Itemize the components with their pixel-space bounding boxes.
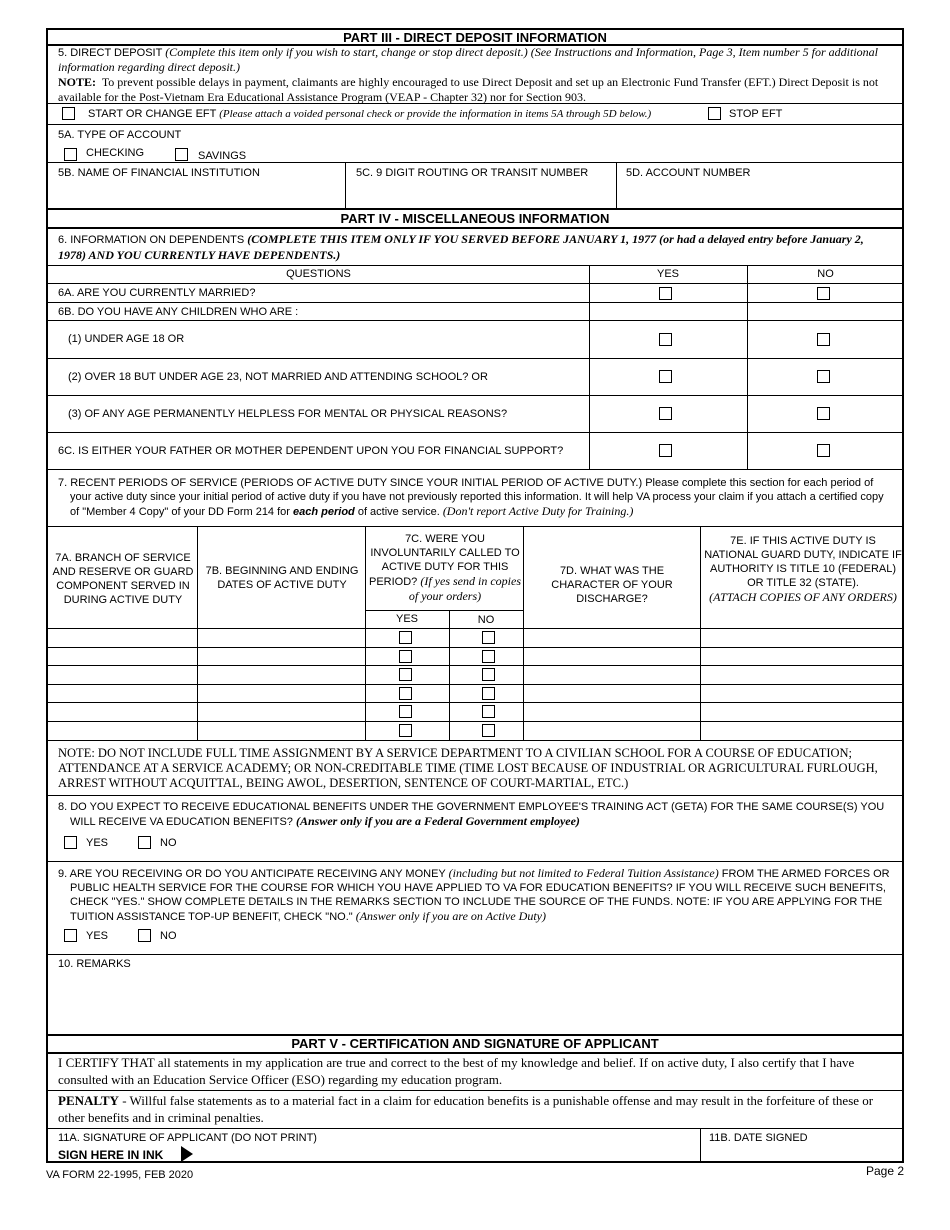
q6c-label: 6C. IS EITHER YOUR FATHER OR MOTHER DEPENDENT UPON YOU FOR FINANCIAL SUPPORT? bbox=[58, 445, 564, 457]
item8-text: 8. DO YOU EXPECT TO RECEIVE EDUCATIONAL BENEFITS UNDER THE GOVERNMENT EMPLOYEE'S TRAINING ACT (GETA) FOR THE SAME COURSE(S) YOU WILL RECEIVE VA EDUCATION BENEFITS? (Answer only if you are a Federal Government employee) bbox=[58, 801, 885, 828]
no-header: NO bbox=[817, 268, 834, 280]
row2-7c-no-checkbox[interactable] bbox=[482, 650, 495, 663]
q6b3-no-checkbox[interactable] bbox=[817, 407, 830, 420]
part5-title: PART V - CERTIFICATION AND SIGNATURE OF APPLICANT bbox=[291, 1036, 659, 1051]
start-eft-checkbox[interactable] bbox=[62, 107, 75, 120]
q6b3-yes-checkbox[interactable] bbox=[659, 407, 672, 420]
arrow-right-icon bbox=[181, 1146, 193, 1162]
col7d-header: 7D. WHAT WAS THE CHARACTER OF YOUR DISCHARGE? bbox=[551, 565, 673, 605]
row4-7c-yes-checkbox[interactable] bbox=[399, 687, 412, 700]
item7-note: NOTE: DO NOT INCLUDE FULL TIME ASSIGNMENT BY A SERVICE DEPARTMENT TO A CIVILIAN SCHOOL FOR A COURSE OF EDUCATION; ATTENDANCE AT A SERVICE ACADEMY; OR NON-CREDITABLE TIME (TIME LOST BECAUSE OF INDUSTRIAL OR AGRICULTURAL FURLOUGH, ARREST WITHOUT ACQUITTAL, BEING AWOL, DESERTION, SENTENCE OF COURT-MARTIAL, ETC.) bbox=[58, 746, 878, 790]
col7c-no-header: NO bbox=[477, 614, 495, 626]
row6-7c-yes-checkbox[interactable] bbox=[399, 724, 412, 737]
item8-yes-checkbox[interactable] bbox=[64, 836, 77, 849]
date-signed-label: 11B. DATE SIGNED bbox=[709, 1132, 808, 1144]
item8-no-label: NO bbox=[160, 837, 177, 849]
date-signed-field[interactable] bbox=[708, 1145, 898, 1161]
col7a-header: 7A. BRANCH OF SERVICE AND RESERVE OR GUARD COMPONENT SERVED IN DURING ACTIVE DUTY bbox=[52, 552, 194, 606]
savings-checkbox[interactable] bbox=[175, 148, 188, 161]
q6b2-no-checkbox[interactable] bbox=[817, 370, 830, 383]
item9-no-label: NO bbox=[160, 930, 177, 942]
row4-7c-no-checkbox[interactable] bbox=[482, 687, 495, 700]
row1-7c-no-checkbox[interactable] bbox=[482, 631, 495, 644]
item9-no-checkbox[interactable] bbox=[138, 929, 151, 942]
routing-label: 5C. 9 DIGIT ROUTING OR TRANSIT NUMBER bbox=[356, 167, 589, 179]
q6c-no-checkbox[interactable] bbox=[817, 444, 830, 457]
remarks-label: 10. REMARKS bbox=[58, 958, 131, 970]
item5-text: 5. DIRECT DEPOSIT (Complete this item only if you wish to start, change or stop direct deposit.) (See Instructions and Information, Page 3, Item number 5 for additional information regarding direct deposit.) NOTE: To prevent possible delays in payment, claimants are highly encouraged to use Direct Deposit and set up an Electronic Fund Transfer (EFT.) Direct Deposit is not available for the Post-Vietnam Era Educational Assistance Program (VEAP - Chapter 32) nor for Section 903. bbox=[58, 45, 879, 104]
row1-7c-yes-checkbox[interactable] bbox=[399, 631, 412, 644]
col7e-header: 7E. IF THIS ACTIVE DUTY IS NATIONAL GUARD DUTY, INDICATE IF AUTHORITY IS TITLE 10 (FEDERAL) OR TITLE 32 (STATE). (ATTACH COPIES OF ANY ORDERS) bbox=[704, 535, 902, 604]
q6c-yes-checkbox[interactable] bbox=[659, 444, 672, 457]
savings-label: SAVINGS bbox=[198, 150, 247, 162]
item7-text: 7. RECENT PERIODS OF SERVICE (PERIODS OF ACTIVE DUTY SINCE YOUR INITIAL PERIOD OF ACTIVE DUTY.) Please complete this section for each period of your active duty since your initial period of active duty if you have not previously reported this information. It will help VA process your claim if you attach a certified copy of "Member 4 Copy" of your DD Form 214 for each period of active service. (Don't report Active Duty for Training.) bbox=[58, 477, 884, 518]
q6a-label: 6A. ARE YOU CURRENTLY MARRIED? bbox=[58, 287, 256, 299]
col7c-yes-header: YES bbox=[395, 613, 418, 625]
q6a-no-checkbox[interactable] bbox=[817, 287, 830, 300]
type-of-account-label: 5A. TYPE OF ACCOUNT bbox=[58, 129, 182, 141]
checking-label: CHECKING bbox=[86, 147, 145, 159]
q6a-yes-checkbox[interactable] bbox=[659, 287, 672, 300]
item8-yes-label: YES bbox=[86, 837, 109, 849]
part4-title: PART IV - MISCELLANEOUS INFORMATION bbox=[340, 211, 610, 226]
part3-title: PART III - DIRECT DEPOSIT INFORMATION bbox=[343, 30, 607, 45]
va-form-page-2 bbox=[46, 28, 904, 1163]
row5-7c-yes-checkbox[interactable] bbox=[399, 705, 412, 718]
questions-header: QUESTIONS bbox=[286, 268, 351, 280]
row6-7c-no-checkbox[interactable] bbox=[482, 724, 495, 737]
sign-here-label: SIGN HERE IN INK bbox=[58, 1148, 164, 1162]
signature-field[interactable] bbox=[208, 1144, 688, 1162]
signature-label: 11A. SIGNATURE OF APPLICANT (DO NOT PRINT) bbox=[58, 1132, 317, 1144]
account-label: 5D. ACCOUNT NUMBER bbox=[626, 167, 751, 179]
q6b1-yes-checkbox[interactable] bbox=[659, 333, 672, 346]
certify-text: I CERTIFY THAT all statements in my application are true and correct to the best of my knowledge and belief. If on active duty, I also certify that I have consulted with an Education Service Officer (ESO) regarding my education program. bbox=[58, 1055, 855, 1087]
stop-eft-label: STOP EFT bbox=[729, 108, 783, 120]
item8-no-checkbox[interactable] bbox=[138, 836, 151, 849]
col7b-header: 7B. BEGINNING AND ENDING DATES OF ACTIVE DUTY bbox=[205, 565, 359, 591]
form-id: VA FORM 22-1995, FEB 2020 bbox=[46, 1169, 194, 1181]
col7c-header: 7C. WERE YOU INVOLUNTARILY CALLED TO ACTIVE DUTY FOR THIS PERIOD? (If yes send in copies of your orders) bbox=[369, 533, 521, 603]
row3-7c-no-checkbox[interactable] bbox=[482, 668, 495, 681]
item9-text: 9. ARE YOU RECEIVING OR DO YOU ANTICIPATE RECEIVING ANY MONEY (including but not limited to Federal Tuition Assistance) FROM THE ARMED FORCES OR PUBLIC HEALTH SERVICE FOR THE COURSE FOR WHICH YOU HAVE APPLIED TO VA FOR EDUCATION BENEFITS? IF YOU WILL RECEIVE SUCH BENEFITS, CHECK "YES." SHOW COMPLETE DETAILS IN THE REMARKS SECTION TO INCLUDE THE SOURCE OF THE FUNDS. NOTE: IF YOU ARE APPLYING FOR THE TUITION ASSISTANCE TOP-UP BENEFIT, CHECK "NO." (Answer only if you are on Active Duty) bbox=[58, 866, 890, 923]
item9-yes-label: YES bbox=[86, 930, 109, 942]
item6-text: 6. INFORMATION ON DEPENDENTS (COMPLETE THIS ITEM ONLY IF YOU SERVED BEFORE JANUARY 1, 1977 (or had a delayed entry before January 2, 1978) AND YOU CURRENTLY HAVE DEPENDENTS.) bbox=[58, 232, 864, 262]
q6b2-yes-checkbox[interactable] bbox=[659, 370, 672, 383]
row5-7c-no-checkbox[interactable] bbox=[482, 705, 495, 718]
q6b1-label: (1) UNDER AGE 18 OR bbox=[68, 333, 185, 345]
page-number: Page 2 bbox=[866, 1164, 905, 1178]
yes-header: YES bbox=[656, 268, 679, 280]
remarks-field[interactable] bbox=[52, 972, 898, 1032]
row2-7c-yes-checkbox[interactable] bbox=[399, 650, 412, 663]
start-eft-label: START OR CHANGE EFT (Please attach a voided personal check or provide the information in items 5A through 5D below.) bbox=[88, 108, 652, 120]
penalty-text: PENALTY - Willful false statements as to a material fact in a claim for education benefits is a punishable offense and may result in the forfeiture of these or other benefits and in criminal penalties. bbox=[58, 1093, 874, 1125]
q6b2-label: (2) OVER 18 BUT UNDER AGE 23, NOT MARRIED AND ATTENDING SCHOOL? OR bbox=[68, 371, 488, 383]
q6b1-no-checkbox[interactable] bbox=[817, 333, 830, 346]
q6b-label: 6B. DO YOU HAVE ANY CHILDREN WHO ARE : bbox=[58, 306, 299, 318]
stop-eft-checkbox[interactable] bbox=[708, 107, 721, 120]
item9-yes-checkbox[interactable] bbox=[64, 929, 77, 942]
q6b3-label: (3) OF ANY AGE PERMANENTLY HELPLESS FOR MENTAL OR PHYSICAL REASONS? bbox=[68, 408, 508, 420]
row3-7c-yes-checkbox[interactable] bbox=[399, 668, 412, 681]
institution-label: 5B. NAME OF FINANCIAL INSTITUTION bbox=[58, 167, 260, 179]
checking-checkbox[interactable] bbox=[64, 148, 77, 161]
